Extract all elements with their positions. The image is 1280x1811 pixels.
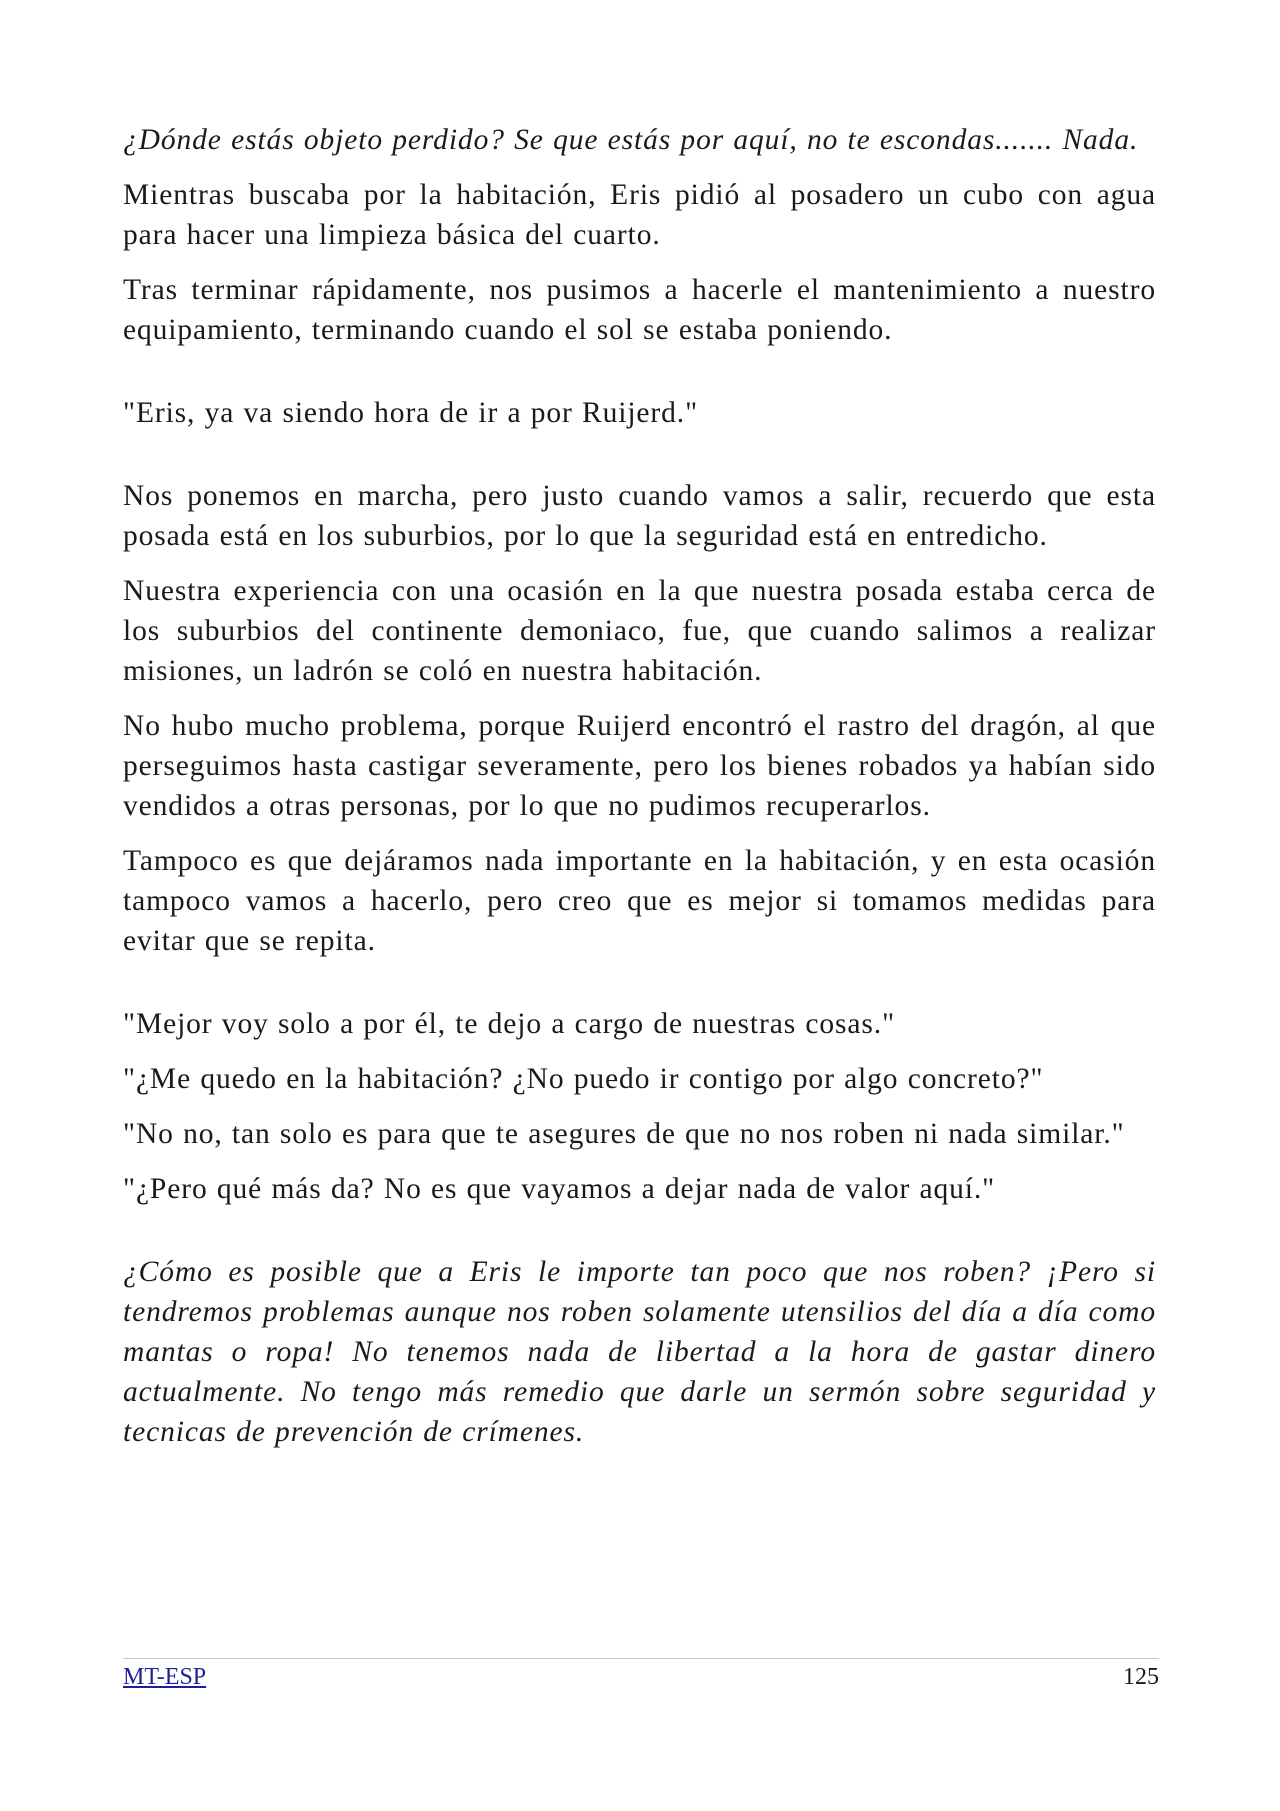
document-body bbox=[123, 120, 1156, 1467]
paragraph-12: "¿Pero qué más da? No es que vayamos a dejar nada de valor aquí." bbox=[123, 1173, 996, 1205]
paragraph-2: Mientras buscaba por la habitación, Eris pidió al posadero un cubo con agua para hacer una limpieza básica del cuarto. bbox=[123, 179, 1156, 251]
paragraph-7: No hubo mucho problema, porque Ruijerd encontró el rastro del dragón, al que perseguimos hasta castigar severamente, pero los bienes robados ya habían sido vendidos a otras personas, por lo que no pudimos recuperarlos. bbox=[123, 710, 1156, 822]
page-number: 125 bbox=[1123, 1664, 1159, 1690]
paragraph-13: ¿Cómo es posible que a Eris le importe tan poco que nos roben? ¡Pero si tendremos problemas aunque nos roben solamente utensilios del día a día como mantas o ropa! No tenemos nada de libertad a la hora de gastar dinero actualmente. No tengo más remedio que darle un sermón sobre seguridad y tecnicas de prevención de crímenes. bbox=[123, 1256, 1156, 1448]
paragraph-11: "No no, tan solo es para que te asegures de que no nos roben ni nada similar." bbox=[123, 1118, 1125, 1150]
paragraph-1: ¿Dónde estás objeto perdido? Se que estás por aquí, no te escondas....... Nada. bbox=[123, 124, 1139, 156]
footer-link[interactable]: MT-ESP bbox=[123, 1664, 207, 1690]
paragraph-6: Nuestra experiencia con una ocasión en la que nuestra posada estaba cerca de los suburbios del continente demoniaco, fue, que cuando salimos a realizar misiones, un ladrón se coló en nuestra habitación. bbox=[123, 575, 1156, 687]
paragraph-10: "¿Me quedo en la habitación? ¿No puedo ir contigo por algo concreto?" bbox=[123, 1063, 1044, 1095]
paragraph-5: Nos ponemos en marcha, pero justo cuando vamos a salir, recuerdo que esta posada está en los suburbios, por lo que la seguridad está en entredicho. bbox=[123, 480, 1156, 552]
paragraph-4: "Eris, ya va siendo hora de ir a por Ruijerd." bbox=[123, 397, 699, 429]
paragraph-3: Tras terminar rápidamente, nos pusimos a hacerle el mantenimiento a nuestro equipamiento, terminando cuando el sol se estaba poniendo. bbox=[123, 274, 1156, 346]
paragraph-9: "Mejor voy solo a por él, te dejo a cargo de nuestras cosas." bbox=[123, 1008, 896, 1040]
page-footer bbox=[123, 1658, 1159, 1691]
paragraph-8: Tampoco es que dejáramos nada importante en la habitación, y en esta ocasión tampoco vamos a hacerlo, pero creo que es mejor si tomamos medidas para evitar que se repita. bbox=[123, 845, 1156, 957]
